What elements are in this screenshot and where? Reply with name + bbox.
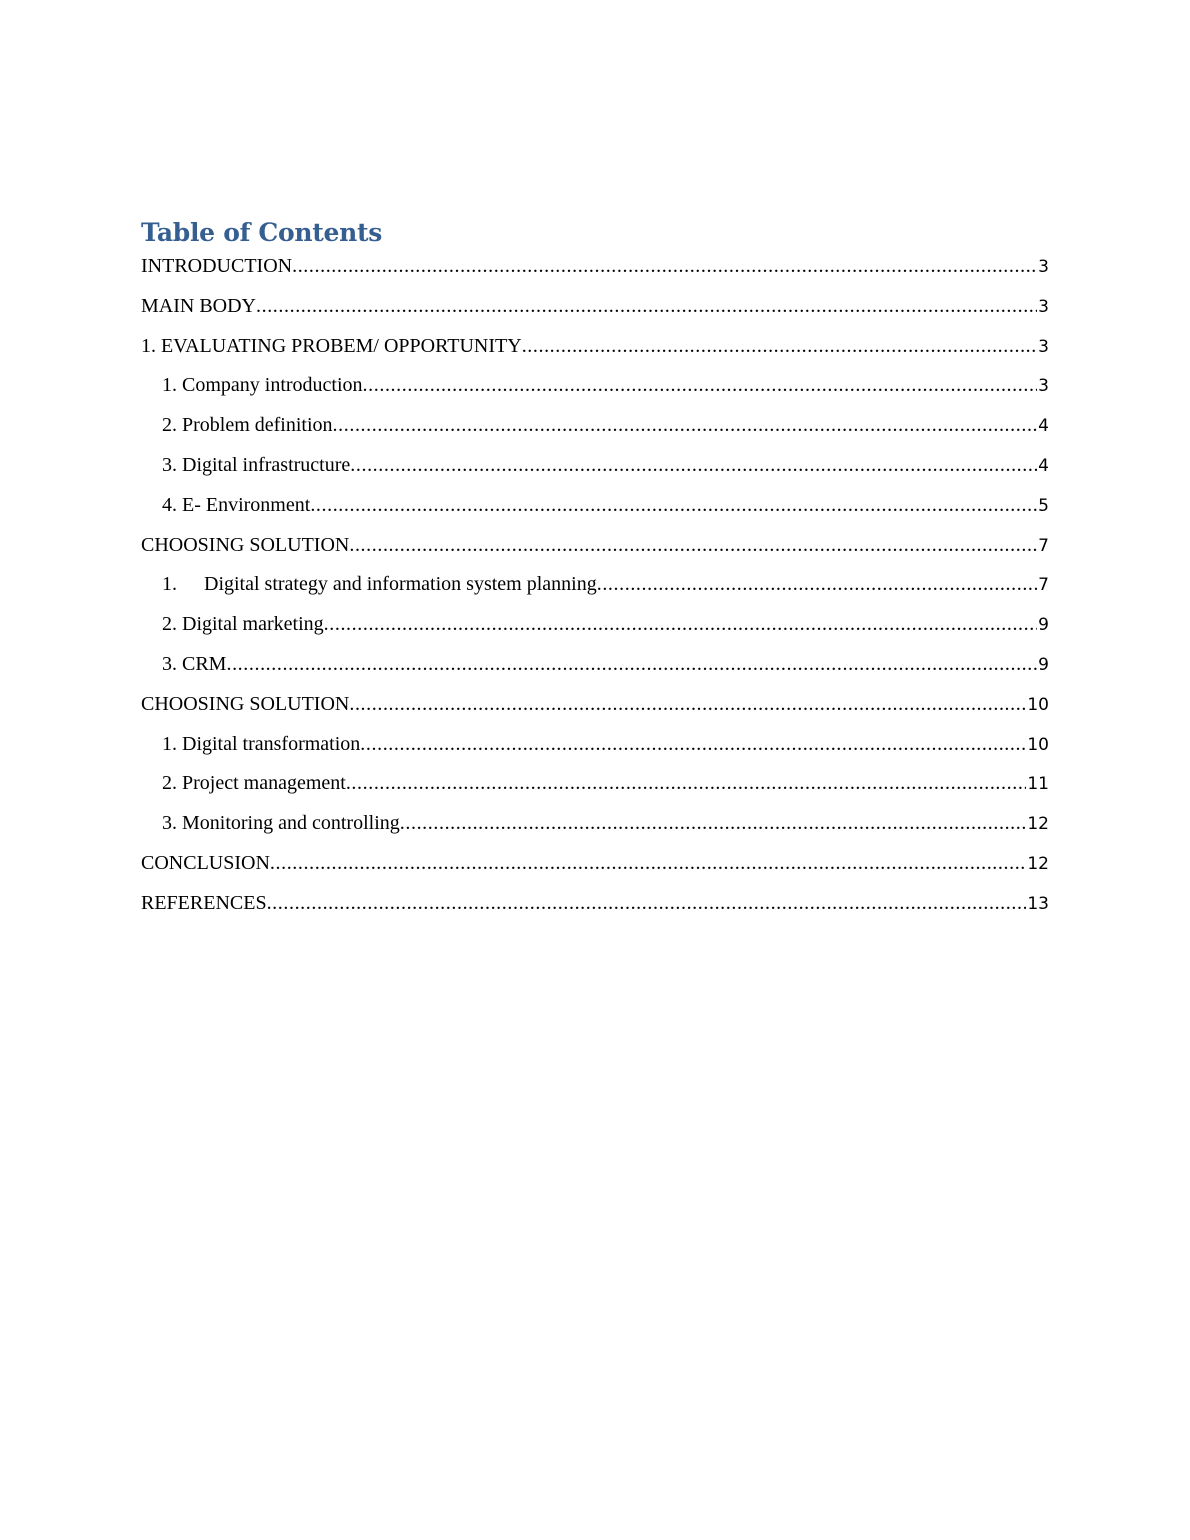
toc-entry-page: 12 xyxy=(1027,814,1049,835)
dot-leader xyxy=(349,526,1037,566)
toc-entry-digital-marketing[interactable] xyxy=(141,605,1049,645)
toc-entry-conclusion[interactable] xyxy=(141,844,1049,884)
toc-entry-title: 3. Digital infrastructure xyxy=(162,453,351,476)
dot-leader xyxy=(256,287,1037,327)
toc-entry-title: 2. Project management xyxy=(162,772,346,795)
toc-entry-title: CHOOSING SOLUTION xyxy=(141,692,350,715)
dot-leader xyxy=(349,685,1026,725)
toc-entry-e-environment[interactable] xyxy=(141,486,1049,526)
dot-leader xyxy=(350,446,1037,486)
toc-entry-title: 1. EVALUATING PROBEM/ OPPORTUNITY xyxy=(141,334,522,357)
toc-entry-main-body[interactable] xyxy=(141,287,1049,327)
toc-entry-title: MAIN BODY xyxy=(141,294,256,317)
toc-entry-page: 3 xyxy=(1038,336,1049,357)
toc-entry-choosing-solution[interactable] xyxy=(141,526,1049,566)
toc-entry-monitoring-controlling[interactable] xyxy=(141,804,1049,844)
toc-entry-title: Digital strategy and information system planning xyxy=(204,573,597,596)
toc-entry-page: 9 xyxy=(1038,654,1049,675)
toc-entry-introduction[interactable] xyxy=(141,247,1049,287)
toc-entry-title: 1. Company introduction xyxy=(162,374,363,397)
dot-leader xyxy=(363,366,1038,406)
toc-entry-project-management[interactable] xyxy=(141,764,1049,804)
dot-leader xyxy=(310,486,1037,526)
toc-entry-title: 4. E- Environment xyxy=(162,493,311,516)
toc-entry-page: 3 xyxy=(1038,257,1049,277)
toc-entry-title: CONCLUSION xyxy=(141,851,270,874)
toc-entry-references[interactable] xyxy=(141,884,1049,924)
toc-heading: Table of Contents xyxy=(141,218,383,247)
dot-leader xyxy=(270,844,1026,884)
toc-entry-page: 5 xyxy=(1038,495,1049,516)
toc-entry-page: 4 xyxy=(1038,455,1049,476)
toc-entry-title: 2. Problem definition xyxy=(162,414,333,437)
dot-leader xyxy=(333,406,1038,446)
toc-entry-title: CHOOSING SOLUTION xyxy=(141,533,350,556)
toc-entry-page: 3 xyxy=(1038,296,1049,317)
toc-entry-page: 3 xyxy=(1038,376,1049,397)
dot-leader xyxy=(324,605,1038,645)
toc-entry-number: 1. xyxy=(162,573,177,596)
toc-entry-page: 10 xyxy=(1027,734,1049,755)
toc-entry-page: 9 xyxy=(1038,615,1049,636)
toc-entry-evaluating-problem[interactable] xyxy=(141,327,1049,367)
dot-leader xyxy=(597,565,1037,605)
toc-entry-page: 7 xyxy=(1038,535,1049,556)
toc-entry-company-introduction[interactable] xyxy=(141,366,1049,406)
dot-leader xyxy=(360,725,1026,765)
toc-entry-problem-definition[interactable] xyxy=(141,406,1049,446)
toc-entry-digital-transformation[interactable] xyxy=(141,725,1049,765)
dot-leader xyxy=(400,804,1027,844)
toc-entry-title: 3. Monitoring and controlling xyxy=(162,812,400,835)
toc-list xyxy=(141,247,1049,924)
toc-entry-title: 3. CRM xyxy=(162,652,227,675)
toc-entry-page: 12 xyxy=(1027,853,1049,874)
toc-entry-page: 13 xyxy=(1027,893,1049,914)
dot-leader xyxy=(267,884,1027,924)
toc-entry-title: INTRODUCTION xyxy=(141,255,293,277)
toc-entry-page: 7 xyxy=(1038,575,1049,596)
dot-leader xyxy=(522,327,1037,367)
toc-entry-title: 1. Digital transformation xyxy=(162,732,361,755)
dot-leader xyxy=(346,764,1027,804)
dot-leader xyxy=(292,247,1037,287)
toc-entry-page: 4 xyxy=(1038,416,1049,437)
dot-leader xyxy=(226,645,1037,685)
toc-entry-choosing-solution-2[interactable] xyxy=(141,685,1049,725)
toc-entry-title: REFERENCES xyxy=(141,891,267,914)
toc-entry-digital-infrastructure[interactable] xyxy=(141,446,1049,486)
toc-entry-page: 11 xyxy=(1027,774,1049,795)
toc-entry-page: 10 xyxy=(1027,694,1049,715)
toc-entry-title: 2. Digital marketing xyxy=(162,613,324,636)
toc-entry-crm[interactable] xyxy=(141,645,1049,685)
toc-entry-digital-strategy[interactable] xyxy=(141,565,1049,605)
